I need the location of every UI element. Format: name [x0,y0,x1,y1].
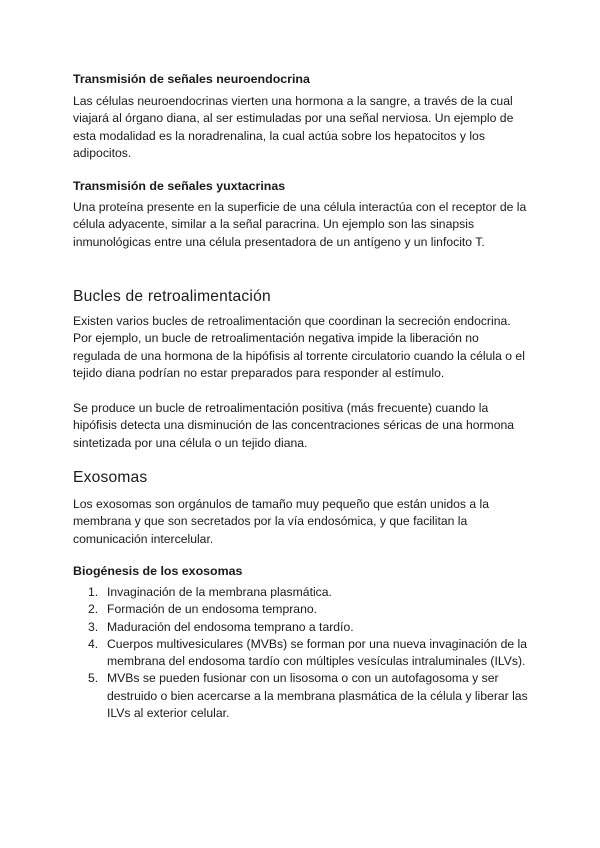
list-item-number: 3. [88,619,99,634]
list-item [73,636,533,671]
paragraph-juxtacrine: Una proteína presente en la superficie de una célula interactúa con el receptor de la célula adyacente, similar a la señal paracrina. Un ejemplo son las sinapsis inmunológicas entre una célula presentadora de un antígeno y un linfocito T. [73,200,527,249]
list-item-text: Invaginación de la membrana plasmática. [107,585,332,599]
list-item-number: 1. [88,585,99,599]
heading-neuroendocrine: Transmisión de señales neuroendocrina [73,72,310,86]
list-item-number: 2. [88,602,99,617]
heading-exosomes: Exosomas [73,469,148,486]
biogenesis-list [73,584,533,722]
paragraph-exosomes: Los exosomas son orgánulos de tamaño muy pequeño que están unidos a la membrana y que son secretados por la vía endosómica, y que facilitan la comunicación intercelular. [73,497,490,546]
list-item-number: 4. [88,636,99,651]
heading-biogenesis: Biogénesis de los exosomas [73,564,243,578]
list-item [73,619,533,636]
list-item [73,670,533,722]
list-item [73,584,533,601]
list-item-text: MVBs se pueden fusionar con un lisosoma o con un autofagosoma y ser destruido o bien acercarse a la membrana plasmática de la célula y liberar las ILVs al exterior celular. [107,671,528,721]
paragraph-neuroendocrine: Las células neuroendocrinas vierten una hormona a la sangre, a través de la cual viajará al órgano diana, al ser estimuladas por una señal nerviosa. Un ejemplo de esta modalidad es la noradrenalina, la cual actúa sobre los hepatocitos y los adipocitos. [73,94,514,160]
list-item-text: Maduración del endosoma temprano a tardío. [107,619,354,634]
list-item [73,601,533,618]
heading-juxtacrine: Transmisión de señales yuxtacrinas [73,179,286,193]
list-item-number: 5. [88,671,99,686]
heading-feedback-loops: Bucles de retroalimentación [73,288,271,305]
list-item-text: Cuerpos multivesiculares (MVBs) se forman por una nueva invaginación de la membrana del endosoma tardío con múltiples vesículas intraluminales (ILVs). [107,636,527,669]
paragraph-feedback-negative: Existen varios bucles de retroalimentación que coordinan la secreción endocrina. Por ejemplo, un bucle de retroalimentación negativa impide la liberación no regulada de una hormona de la hipófisis al torrente circulatorio cuando la célula o el tejido diana podrían no estar preparados para responder al estímulo. [73,314,525,380]
list-item-text: Formación de un endosoma temprano. [107,602,318,617]
paragraph-feedback-positive: Se produce un bucle de retroalimentación positiva (más frecuente) cuando la hipófisis detecta una disminución de las concentraciones séricas de una hormona sintetizada por una célula o un tejido diana. [73,401,515,450]
